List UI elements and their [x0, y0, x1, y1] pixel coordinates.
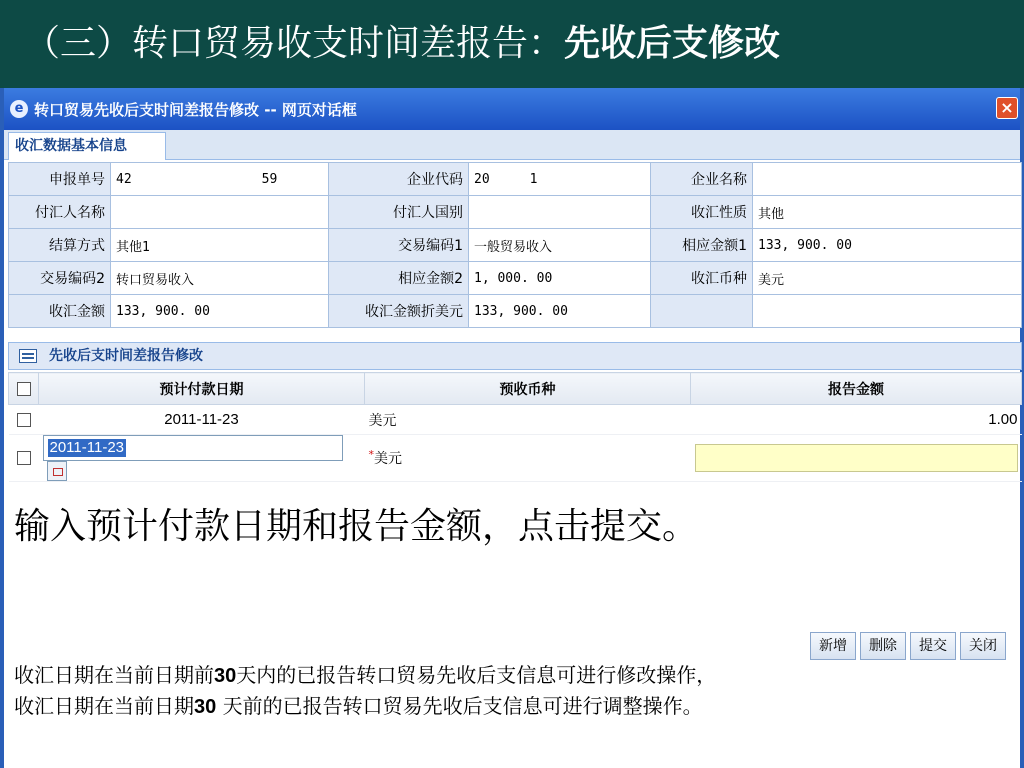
panel-header: [8, 342, 1022, 370]
note-line-1-num: 30: [214, 665, 237, 687]
col-report-amount[interactable]: 报告金额: [691, 373, 1022, 405]
payer-country: [469, 196, 651, 229]
company-code-prefix: 20: [474, 171, 490, 187]
transaction-code-1: 一般贸易收入: [469, 229, 651, 262]
date-input[interactable]: [43, 435, 343, 461]
panel-title: 先收后支时间差报告修改: [49, 348, 203, 364]
note-line-2-num: 30: [194, 696, 217, 718]
amount-input[interactable]: [695, 444, 1018, 472]
info-label-empty: [651, 295, 753, 328]
instruction-text: 输入预计付款日期和报告金额，点击提交。: [14, 506, 699, 547]
col-expected-payment-date[interactable]: 预计付款日期: [39, 373, 365, 405]
declaration-number-suffix: 59: [261, 171, 278, 187]
submit-button[interactable]: 提交: [910, 632, 956, 660]
row-amount[interactable]: 1.00: [691, 405, 1022, 435]
tab-basic-info[interactable]: 收汇数据基本信息: [8, 132, 166, 160]
company-name: [753, 163, 1022, 196]
note-line-2: [14, 691, 716, 722]
redacted-mask: [490, 172, 530, 186]
row-currency[interactable]: 美元: [365, 405, 691, 435]
dirty-marker: *: [368, 448, 374, 461]
info-label: 相应金额1: [651, 229, 753, 262]
row-date[interactable]: 2011-11-23: [39, 405, 365, 435]
info-label: 收汇金额: [9, 295, 111, 328]
row-checkbox[interactable]: [17, 451, 31, 465]
dialog-titlebar[interactable]: [4, 88, 1020, 130]
info-label: 结算方式: [9, 229, 111, 262]
info-row: [9, 163, 1022, 196]
receipt-nature: 其他: [753, 196, 1022, 229]
row-currency[interactable]: 美元: [374, 451, 402, 467]
button-bar: [810, 632, 1006, 660]
payer-name: [111, 196, 329, 229]
grid-icon: [19, 349, 37, 363]
info-label: 企业名称: [651, 163, 753, 196]
row-amount-editor: [691, 435, 1022, 482]
note-text: [14, 660, 716, 722]
info-row: [9, 262, 1022, 295]
receipt-currency: 美元: [753, 262, 1022, 295]
calendar-icon[interactable]: [47, 461, 67, 481]
row-checkbox-cell: [9, 405, 39, 435]
add-button[interactable]: 新增: [810, 632, 856, 660]
note-line-1-a: 收汇日期在当前日期前: [14, 663, 214, 687]
table-row[interactable]: [9, 405, 1022, 435]
redacted-mask: [758, 172, 998, 186]
tab-bar: [4, 130, 1020, 160]
company-code: [469, 163, 651, 196]
table-row-editing[interactable]: [9, 435, 1022, 482]
info-label: 付汇人名称: [9, 196, 111, 229]
receipt-amount-usd: 133, 900. 00: [469, 295, 651, 328]
declaration-number: [111, 163, 329, 196]
info-label: 交易编码1: [329, 229, 469, 262]
date-input-value: 2011-11-23: [49, 439, 125, 456]
receipt-amount: 133, 900. 00: [111, 295, 329, 328]
row-checkbox-cell: [9, 435, 39, 482]
company-code-suffix: 1: [529, 171, 538, 187]
amount-2: 1, 000. 00: [469, 262, 651, 295]
grid-header-row: [9, 373, 1022, 405]
ie-icon: e: [10, 100, 28, 118]
settlement-method: 其他1: [111, 229, 329, 262]
close-icon[interactable]: ×: [996, 97, 1018, 119]
info-value-empty: [753, 295, 1022, 328]
slide-title-bold: 先收后支修改: [564, 23, 781, 64]
info-label: 申报单号: [9, 163, 111, 196]
redacted-mask: [116, 205, 306, 219]
note-line-1-b: 天内的已报告转口贸易先收后支信息可进行修改操作，: [236, 663, 717, 687]
row-currency-cell: [365, 435, 691, 482]
row-date-editor: [39, 435, 365, 482]
declaration-number-prefix: 42: [116, 171, 132, 187]
report-grid: [8, 372, 1022, 482]
slide-title-prefix: （三）转口贸易收支时间差报告：: [24, 23, 565, 64]
info-label: 收汇币种: [651, 262, 753, 295]
info-row: [9, 295, 1022, 328]
slide-title: [0, 0, 1024, 88]
col-currency[interactable]: 预收币种: [365, 373, 691, 405]
note-line-2-a: 收汇日期在当前日期: [14, 694, 194, 718]
dialog-title: 转口贸易先收后支时间差报告修改 -- 网页对话框: [34, 100, 357, 119]
note-line-1: [14, 660, 716, 691]
info-label: 付汇人国别: [329, 196, 469, 229]
row-checkbox[interactable]: [17, 413, 31, 427]
note-line-2-b: 天前的已报告转口贸易先收后支信息可进行调整操作。: [216, 694, 703, 718]
info-table: [8, 162, 1022, 328]
transaction-code-2: 转口贸易收入: [111, 262, 329, 295]
info-label: 相应金额2: [329, 262, 469, 295]
info-row: [9, 196, 1022, 229]
info-label: 收汇性质: [651, 196, 753, 229]
amount-1: 133, 900. 00: [753, 229, 1022, 262]
info-label: 企业代码: [329, 163, 469, 196]
info-row: [9, 229, 1022, 262]
dialog-window: [0, 88, 1024, 768]
info-label: 收汇金额折美元: [329, 295, 469, 328]
select-all-checkbox[interactable]: [17, 382, 31, 396]
info-label: 交易编码2: [9, 262, 111, 295]
select-all-cell: [9, 373, 39, 405]
redacted-mask: [132, 172, 262, 186]
close-button[interactable]: 关闭: [960, 632, 1006, 660]
delete-button[interactable]: 删除: [860, 632, 906, 660]
